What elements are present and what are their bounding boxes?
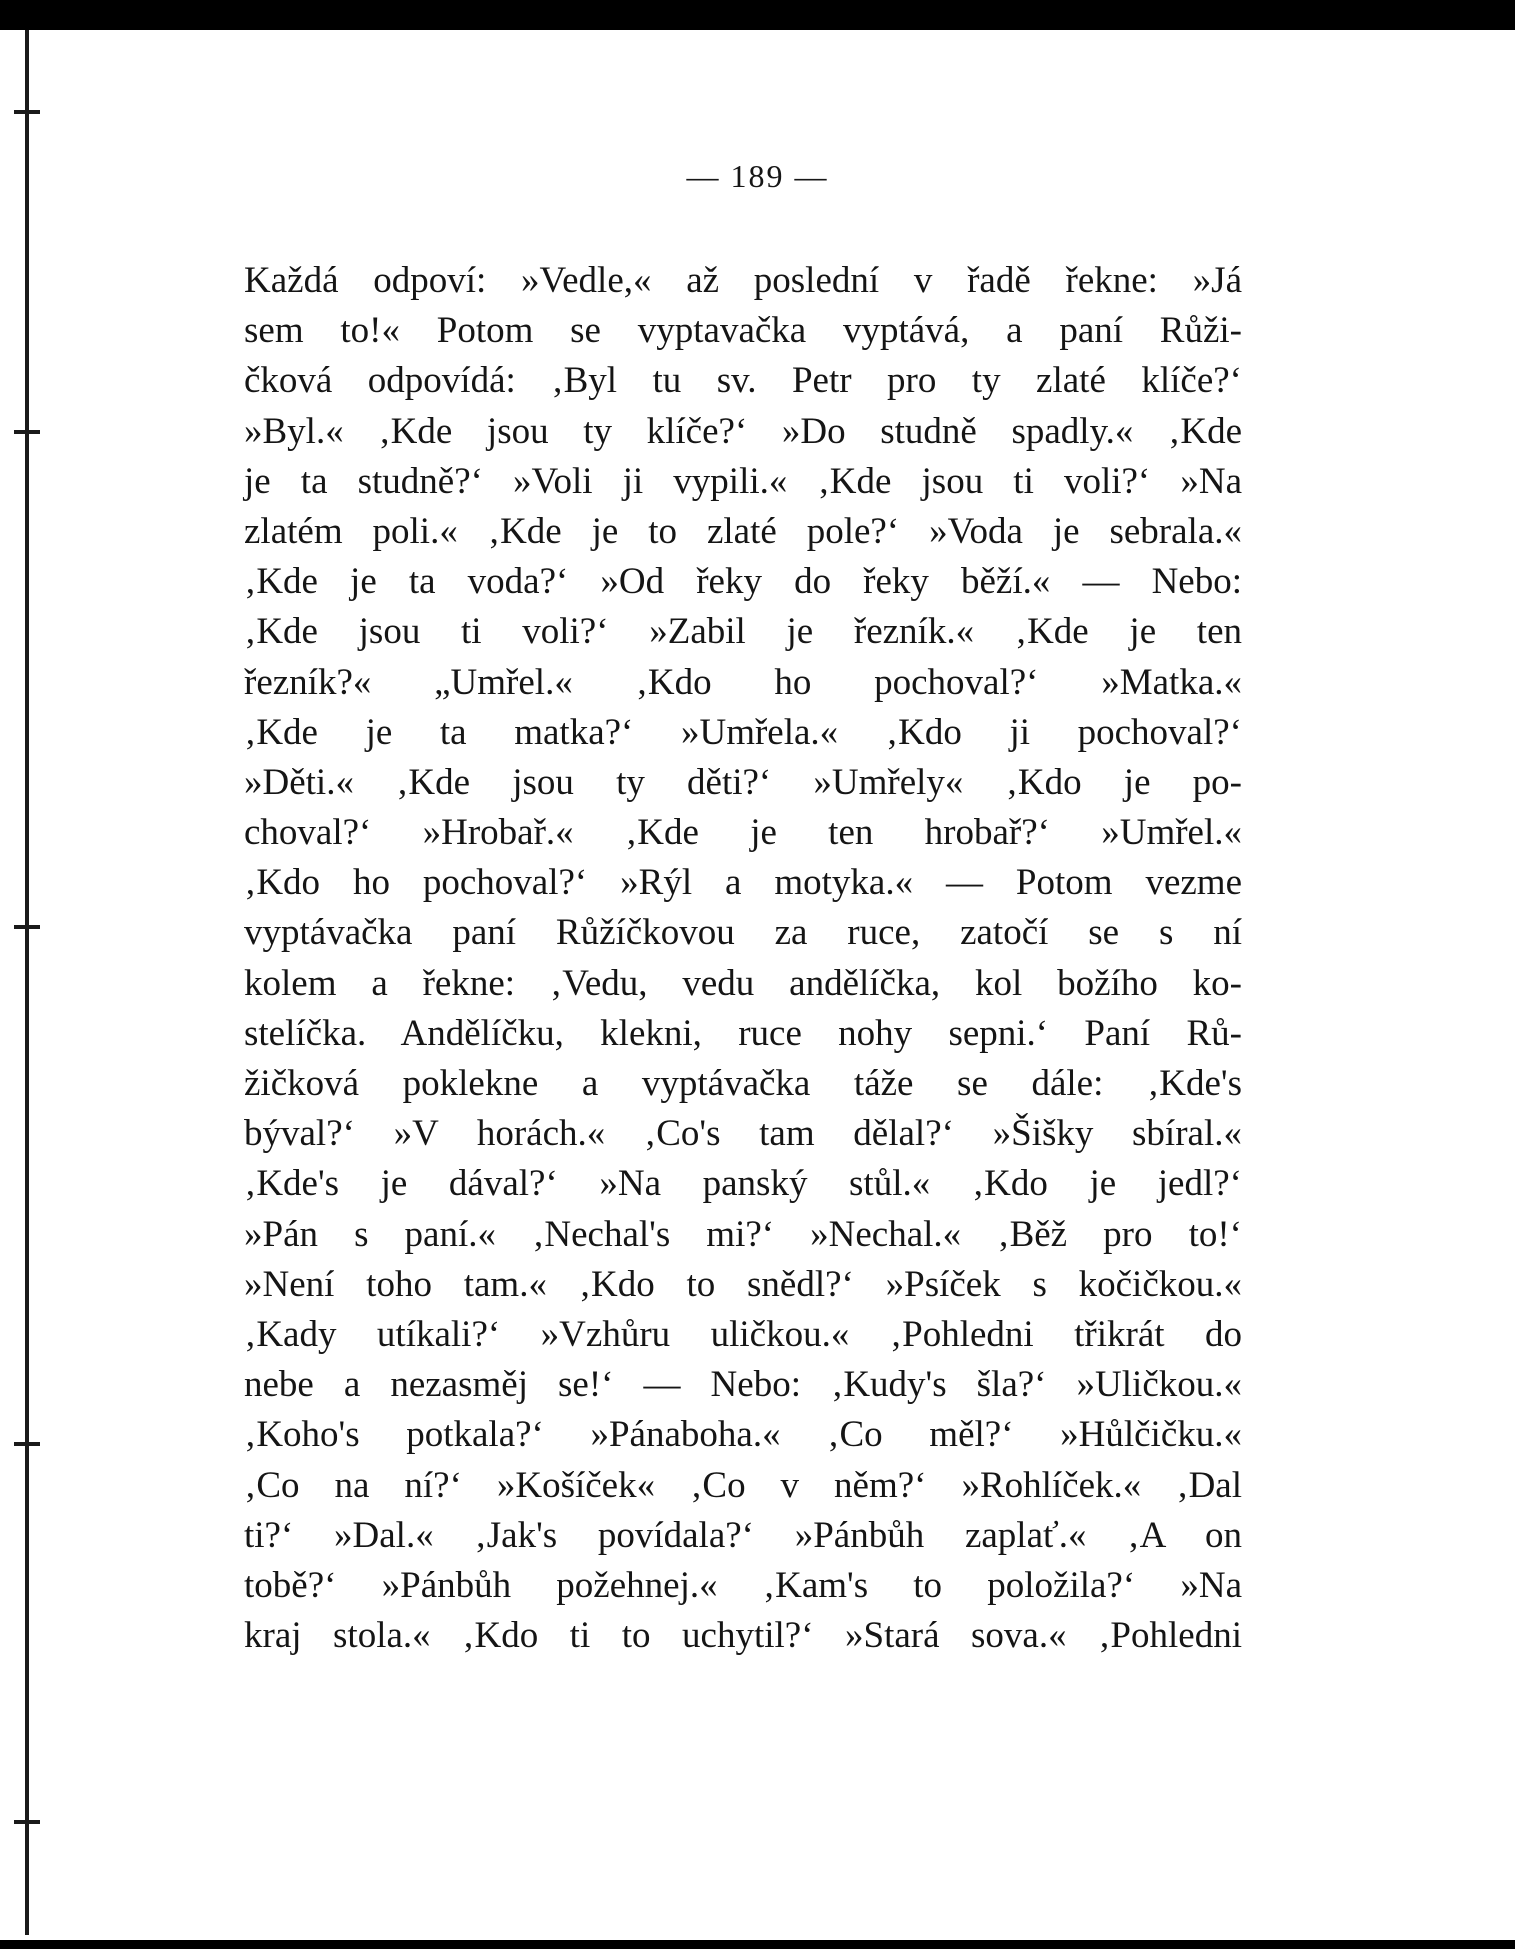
text-line: stelíčka. Andělíčku, klekni, ruce nohy sepni.‘ Paní Rů- xyxy=(244,1012,1242,1054)
text-line: kraj stola.« ‚Kdo ti to uchytil?‘ »Stará sova.« ‚Pohledni xyxy=(244,1615,1242,1657)
binding-mark xyxy=(14,430,40,434)
text-line: ‚Kde je ta matka?‘ »Umřela.« ‚Kdo ji pochoval?‘ xyxy=(244,711,1242,753)
binding-mark xyxy=(14,925,40,929)
text-line: »Děti.« ‚Kde jsou ty děti?‘ »Umřely« ‚Kdo je po- xyxy=(244,761,1242,803)
text-line: je ta studně?‘ »Voli ji vypili.« ‚Kde jsou ti voli?‘ »Na xyxy=(244,460,1242,502)
text-line: choval?‘ »Hrobař.« ‚Kde je ten hrobař?‘ »Umřel.« xyxy=(244,812,1242,854)
text-line: ti?‘ »Dal.« ‚Jak's povídala?‘ »Pánbůh zaplať.« ‚A on xyxy=(244,1514,1242,1556)
text-line: ‚Kdo ho pochoval?‘ »Rýl a motyka.« — Potom vezme xyxy=(244,862,1242,904)
text-line: tobě?‘ »Pánbůh požehnej.« ‚Kam's to položila?‘ »Na xyxy=(244,1564,1242,1606)
text-line: ‚Kde's je dával?‘ »Na panský stůl.« ‚Kdo je jedl?‘ xyxy=(244,1163,1242,1205)
text-line: ‚Kde je ta voda?‘ »Od řeky do řeky běží.« — Nebo: xyxy=(244,561,1242,603)
text-line: kolem a řekne: ‚Vedu, vedu andělíčka, kol božího ko- xyxy=(244,962,1242,1004)
text-line: řezník?« „Umřel.« ‚Kdo ho pochoval?‘ »Matka.« xyxy=(244,661,1242,703)
text-line: býval?‘ »V horách.« ‚Co's tam dělal?‘ »Šišky sbíral.« xyxy=(244,1113,1242,1155)
text-line: »Byl.« ‚Kde jsou ty klíče?‘ »Do studně spadly.« ‚Kde xyxy=(244,410,1242,452)
binding-mark xyxy=(14,110,40,114)
text-line: »Pán s paní.« ‚Nechal's mi?‘ »Nechal.« ‚Běž pro to!‘ xyxy=(244,1213,1242,1255)
text-line: vyptávačka paní Růžíčkovou za ruce, zatočí se s ní xyxy=(244,912,1242,954)
text-line: ‚Kde jsou ti voli?‘ »Zabil je řezník.« ‚Kde je ten xyxy=(244,611,1242,653)
text-line: Každá odpoví: »Vedle,« až poslední v řadě řekne: »Já xyxy=(244,260,1242,301)
text-line: zlatém poli.« ‚Kde je to zlaté pole?‘ »Voda je sebrala.« xyxy=(244,510,1242,552)
text-line: ‚Co na ní?‘ »Košíček« ‚Co v něm?‘ »Rohlíček.« ‚Dal xyxy=(244,1464,1242,1506)
text-line: sem to!« Potom se vyptavačka vyptává, a paní Růži- xyxy=(244,310,1242,352)
binding-mark xyxy=(14,1820,40,1824)
text-line: »Není toho tam.« ‚Kdo to snědl?‘ »Psíček s kočičkou.« xyxy=(244,1263,1242,1305)
text-line: čková odpovídá: ‚Byl tu sv. Petr pro ty zlaté klíče?‘ xyxy=(244,360,1242,402)
body-text xyxy=(244,256,1242,1661)
text-line: ‚Koho's potkala?‘ »Pánaboha.« ‚Co měl?‘ »Hůlčičku.« xyxy=(244,1414,1242,1456)
text-line: žičková poklekne a vyptávačka táže se dále: ‚Kde's xyxy=(244,1063,1242,1104)
binding-edge xyxy=(25,30,29,1935)
page-number: — 189 — xyxy=(686,158,829,194)
binding-mark xyxy=(14,1442,40,1446)
text-line: nebe a nezasměj se!‘ — Nebo: ‚Kudy's šla?‘ »Uličkou.« xyxy=(244,1364,1242,1406)
text-line: ‚Kady utíkali?‘ »Vzhůru uličkou.« ‚Pohledni třikrát do xyxy=(244,1313,1242,1355)
